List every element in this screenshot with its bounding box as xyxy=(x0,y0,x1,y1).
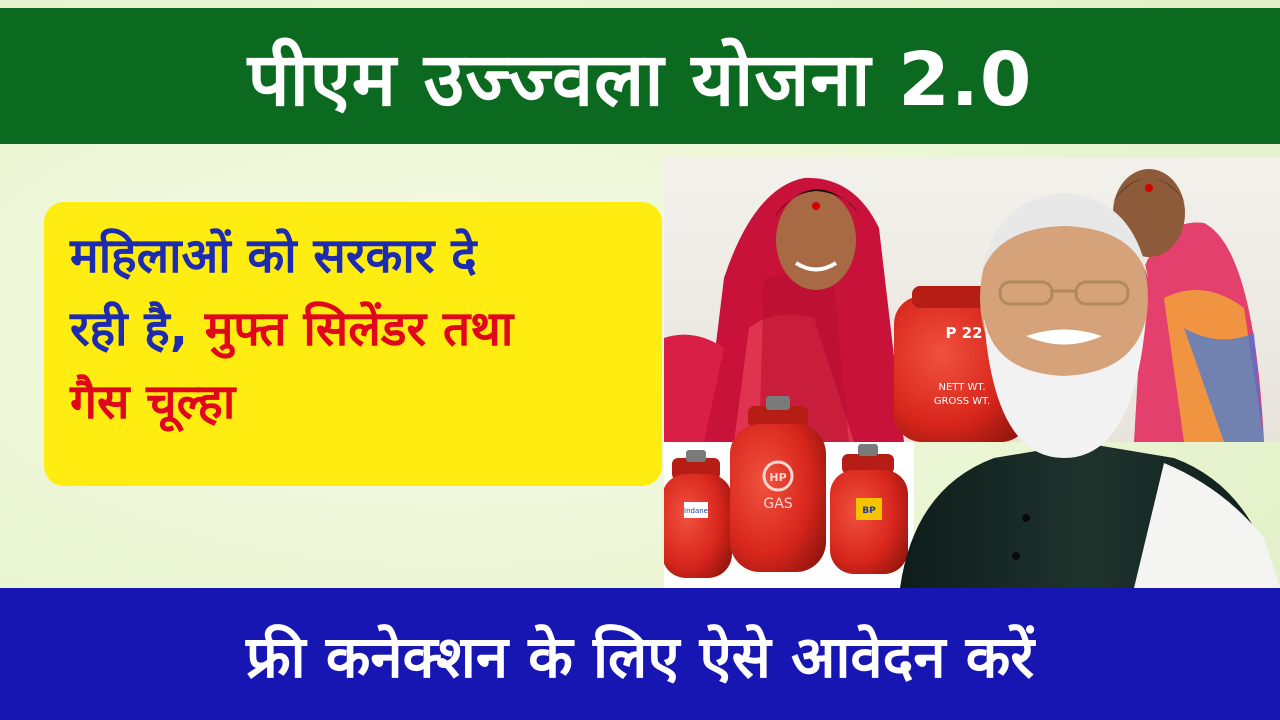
cylinder-back-nett: NETT WT. xyxy=(938,382,986,393)
callout-line-2-highlight: मुफ्त सिलेंडर तथा xyxy=(204,300,514,357)
callout-line-1: महिलाओं को सरकार दे xyxy=(70,228,477,284)
header-banner xyxy=(0,8,1280,144)
callout-box xyxy=(44,202,662,486)
cylinder-right-brand: BP xyxy=(862,506,876,516)
cylinder-left-brand: Indane xyxy=(684,507,708,515)
cylinder-back-label: P 22 xyxy=(945,324,983,342)
cylinder-back-gross: GROSS WT. xyxy=(933,396,991,407)
cylinder-center-brand: HP xyxy=(769,471,787,484)
callout-line-3-highlight: गैस चूल्हा xyxy=(70,373,236,430)
collage-svg xyxy=(664,158,1280,588)
footer-subtitle: फ्री कनेक्शन के लिए ऐसे आवेदन करें xyxy=(245,622,1035,691)
footer-banner xyxy=(0,588,1280,720)
page-title: पीएम उज्ज्वला योजना 2.0 xyxy=(247,36,1033,123)
photo-collage xyxy=(664,158,1280,588)
callout-text xyxy=(70,220,642,439)
cylinder-center-text: GAS xyxy=(763,496,793,512)
callout-line-2-prefix: रही है, xyxy=(70,300,188,357)
